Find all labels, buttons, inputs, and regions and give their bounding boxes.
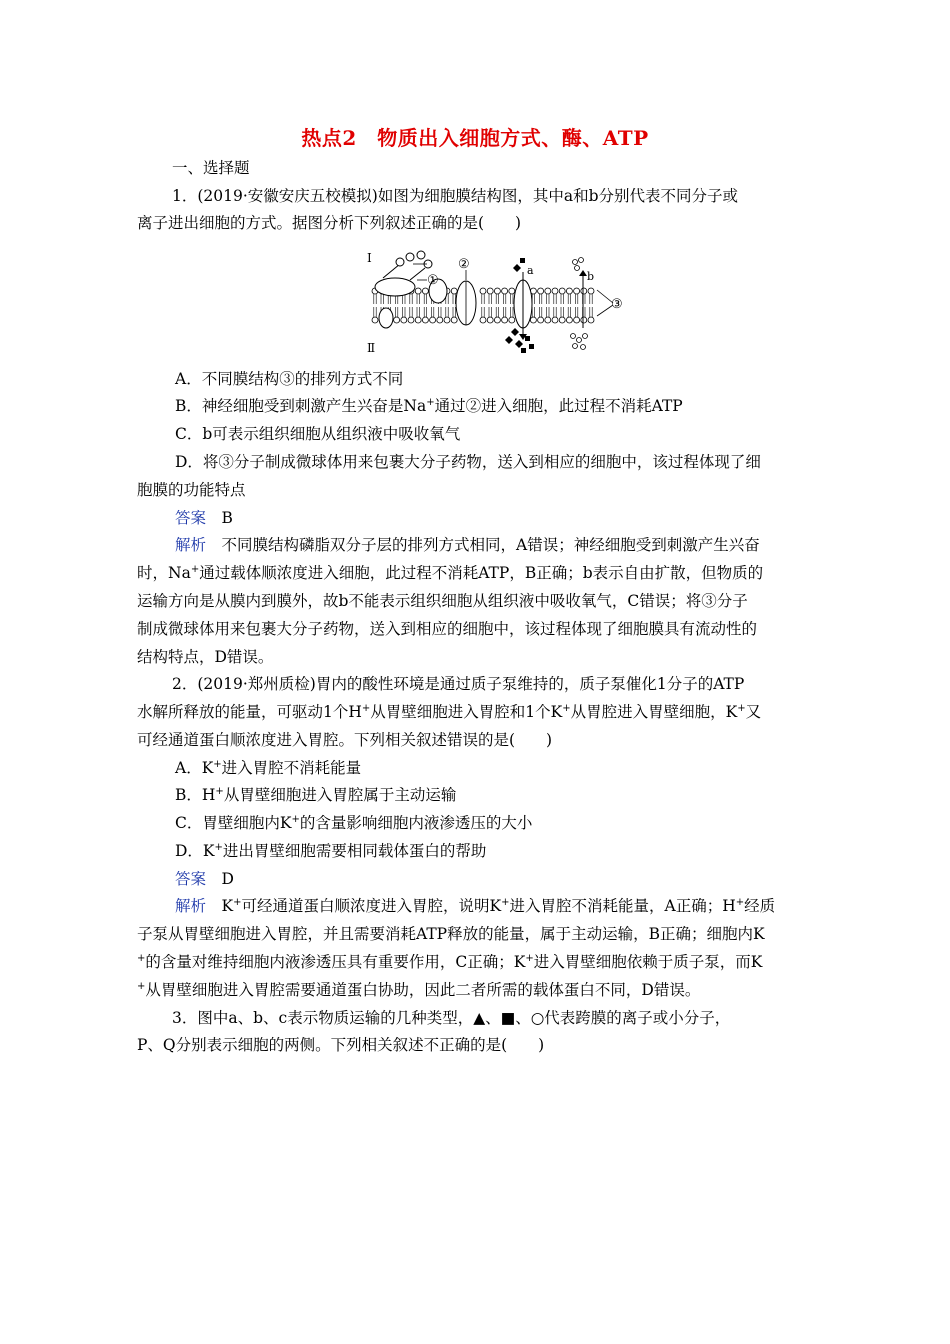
q2-stem-line-2: 水解所释放的能量，可驱动1个H+从胃壁细胞进入胃腔和1个K+从胃腔进入胃壁细胞，K+又 xyxy=(137,703,762,721)
phospholipid-head xyxy=(487,317,493,323)
phospholipid-head xyxy=(588,317,594,323)
phospholipid-head xyxy=(394,317,400,323)
phospholipid-head xyxy=(559,288,565,294)
phospholipid-tail xyxy=(561,294,563,304)
phospholipid-head xyxy=(408,317,414,323)
phospholipid-tail xyxy=(547,307,549,317)
q1-explanation-line-4: 制成微球体用来包裹大分子药物，送入到相应的细胞中，该过程体现了细胞膜具有流动性的 xyxy=(137,620,758,638)
label-b: b xyxy=(587,270,595,283)
section-heading: 一、选择题 xyxy=(172,159,250,177)
phospholipid-tail xyxy=(511,307,513,317)
phospholipid-tail xyxy=(410,307,412,317)
phospholipid-heads-bottom xyxy=(372,307,594,323)
phospholipid-tail xyxy=(554,307,556,317)
phospholipid-tail xyxy=(439,307,441,317)
phospholipid-tail xyxy=(547,294,549,304)
q2-explanation-line-4: +从胃壁细胞进入胃腔需要通道蛋白协助，因此二者所需的载体蛋白不同，D错误。 xyxy=(137,981,701,999)
phospholipid-tail xyxy=(374,294,376,304)
phospholipid-head xyxy=(422,317,428,323)
phospholipid-head xyxy=(509,288,515,294)
phospholipid-head xyxy=(581,317,587,323)
phospholipid-head xyxy=(502,317,508,323)
q2-option-a: A．K+进入胃腔不消耗能量 xyxy=(175,759,362,777)
phospholipid-head xyxy=(552,317,558,323)
phospholipid-tail xyxy=(446,307,448,317)
phospholipid-tail xyxy=(395,307,397,317)
q1-option-d-line-1: D．将③分子制成微球体用来包裹大分子药物，送入到相应的细胞中，该过程体现了细 xyxy=(175,453,761,471)
phospholipid-head xyxy=(566,317,572,323)
q2-answer: 答案 D xyxy=(175,870,234,888)
phospholipid-tail xyxy=(381,294,383,304)
phospholipid-tail xyxy=(503,294,505,304)
phospholipid-tail xyxy=(417,294,419,304)
label-3: ③ xyxy=(611,297,623,312)
q3-stem-line-2: P、Q分别表示细胞的两侧。下列相关叙述不正确的是( ) xyxy=(137,1036,545,1054)
label-a: a xyxy=(527,264,534,277)
q2-explanation-line-1: 解析 K+可经通道蛋白顺浓度进入胃腔，说明K+进入胃腔不消耗能量，A正确；H+经质 xyxy=(175,897,776,915)
phospholipid-head xyxy=(372,317,378,323)
phospholipid-tail xyxy=(489,294,491,304)
phospholipid-head xyxy=(581,288,587,294)
phospholipid-tail xyxy=(410,294,412,304)
phospholipid-tail xyxy=(503,307,505,317)
phospholipid-tail xyxy=(532,294,534,304)
phospholipid-tail xyxy=(561,307,563,317)
cell-membrane-diagram xyxy=(365,250,635,355)
phospholipid-head xyxy=(401,317,407,323)
phospholipid-tail xyxy=(489,307,491,317)
label-side-top: Ⅰ xyxy=(367,251,372,265)
label-side-bottom: Ⅱ xyxy=(367,341,376,355)
q1-stem-line-1: 1．(2019·安徽安庆五校模拟)如图为细胞膜结构图，其中a和b分别代表不同分子或 xyxy=(172,187,738,205)
phospholipid-head xyxy=(451,317,457,323)
phospholipid-head xyxy=(451,288,457,294)
phospholipid-head xyxy=(487,288,493,294)
phospholipid-tail xyxy=(403,307,405,317)
phospholipid-head xyxy=(444,317,450,323)
phospholipid-tail xyxy=(568,307,570,317)
phospholipid-tail xyxy=(554,294,556,304)
page-title: 热点2 物质出入细胞方式、酶、ATP xyxy=(301,126,649,150)
q1-explanation-line-5: 结构特点，D错误。 xyxy=(137,648,274,666)
phospholipid-tail xyxy=(453,294,455,304)
q2-explanation-line-2: 子泵从胃壁细胞进入胃腔，并且需要消耗ATP释放的能量，属于主动运输，B正确；细胞内K xyxy=(137,925,765,943)
q1-explanation-line-3: 运输方向是从膜内到膜外，故b不能表示组织细胞从组织液中吸收氧气，C错误；将③分子 xyxy=(137,592,748,610)
phospholipid-head xyxy=(559,317,565,323)
q1-explanation-line-1: 解析 不同膜结构磷脂双分子层的排列方式相同，A错误；神经细胞受到刺激产生兴奋 xyxy=(175,536,760,554)
phospholipid-head xyxy=(588,288,594,294)
q1-option-b: B．神经细胞受到刺激产生兴奋是Na+通过②进入细胞，此过程不消耗ATP xyxy=(175,397,683,415)
q1-answer: 答案 B xyxy=(175,509,233,527)
q1-option-d-line-2: 胞膜的功能特点 xyxy=(137,481,246,499)
phospholipid-head xyxy=(545,317,551,323)
phospholipid-tail xyxy=(424,294,426,304)
q2-option-b: B．H+从胃壁细胞进入胃腔属于主动运输 xyxy=(175,786,457,804)
label-1: ① xyxy=(427,273,439,288)
phospholipid-tail xyxy=(539,294,541,304)
phospholipid-tail xyxy=(374,307,376,317)
phospholipid-head xyxy=(422,288,428,294)
phospholipid-head xyxy=(574,317,580,323)
q2-explanation-line-3: +的含量对维持细胞内液渗透压具有重要作用，C正确；K+进入胃壁细胞依赖于质子泵，而K xyxy=(137,953,763,971)
membrane-protein-2 xyxy=(379,308,393,328)
phospholipid-head xyxy=(566,288,572,294)
phospholipid-tail xyxy=(575,294,577,304)
phospholipid-head xyxy=(574,288,580,294)
q1-explanation-line-2: 时，Na+通过载体顺浓度进入细胞，此过程不消耗ATP，B正确；b表示自由扩散，但物质的 xyxy=(137,564,764,582)
phospholipid-head xyxy=(494,288,500,294)
phospholipid-tail xyxy=(496,294,498,304)
phospholipid-tail xyxy=(424,307,426,317)
phospholipid-head xyxy=(538,317,544,323)
phospholipid-tail xyxy=(568,294,570,304)
phospholipid-head xyxy=(530,317,536,323)
phospholipid-tail xyxy=(575,307,577,317)
phospholipid-tail xyxy=(590,294,592,304)
q2-option-d: D．K+进出胃壁细胞需要相同载体蛋白的帮助 xyxy=(175,842,487,860)
phospholipid-head xyxy=(480,288,486,294)
phospholipid-head xyxy=(430,317,436,323)
phospholipid-tail xyxy=(590,307,592,317)
phospholipid-head xyxy=(480,317,486,323)
label-2: ② xyxy=(458,257,470,272)
phospholipid-head xyxy=(502,288,508,294)
phospholipid-tail xyxy=(496,307,498,317)
phospholipid-head xyxy=(415,317,421,323)
phospholipid-head xyxy=(552,288,558,294)
phospholipid-tail xyxy=(482,307,484,317)
phospholipid-head xyxy=(545,288,551,294)
phospholipid-tail xyxy=(539,307,541,317)
phospholipid-tail xyxy=(482,294,484,304)
phospholipid-head xyxy=(494,317,500,323)
q3-stem-line-1: 3．图中a、b、c表示物质运输的几种类型，▲、■、○代表跨膜的离子或小分子， xyxy=(172,1009,731,1027)
phospholipid-head xyxy=(415,288,421,294)
q1-option-c: C．b可表示组织细胞从组织液中吸收氧气 xyxy=(175,425,461,443)
phospholipid-tail xyxy=(532,307,534,317)
phospholipid-head xyxy=(437,317,443,323)
q1-option-a: A．不同膜结构③的排列方式不同 xyxy=(175,370,404,388)
q2-stem-line-3: 可经通道蛋白顺浓度进入胃腔。下列相关叙述错误的是( ) xyxy=(137,731,553,749)
phospholipid-tail xyxy=(453,307,455,317)
phospholipid-tail xyxy=(511,294,513,304)
q1-stem-line-2: 离子进出细胞的方式。据图分析下列叙述正确的是( ) xyxy=(137,214,522,232)
phospholipid-tail xyxy=(417,307,419,317)
glycoprotein xyxy=(375,278,415,296)
phospholipid-head xyxy=(538,288,544,294)
q2-option-c: C．胃壁细胞内K+的含量影响细胞内液渗透压的大小 xyxy=(175,814,533,832)
phospholipid-tail xyxy=(431,307,433,317)
q2-stem-line-1: 2．(2019·郑州质检)胃内的酸性环境是通过质子泵维持的，质子泵催化1分子的ATP xyxy=(172,675,745,693)
phospholipid-head xyxy=(509,317,515,323)
